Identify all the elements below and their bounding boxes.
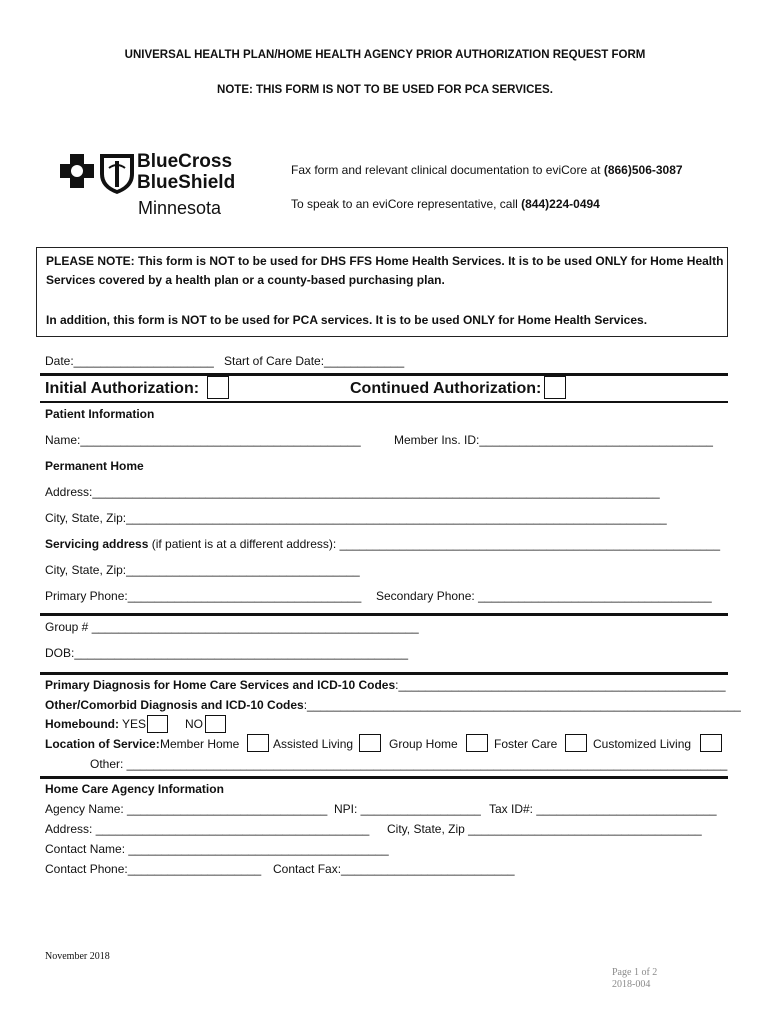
address-field[interactable]: Address:_____________________________________________________________________________________	[45, 485, 660, 499]
phone-number: (844)224-0494	[521, 197, 600, 211]
phone-instruction: To speak to an eviCore representative, call (844)224-0494	[291, 197, 600, 211]
homebound-no-checkbox[interactable]	[205, 715, 226, 733]
logo-minnesota-text: Minnesota	[138, 198, 222, 218]
initial-authorization-checkbox[interactable]	[207, 376, 229, 399]
divider	[40, 373, 728, 376]
npi-field[interactable]: NPI: __________________	[334, 802, 481, 816]
continued-authorization-checkbox[interactable]	[544, 376, 566, 399]
divider	[40, 401, 728, 403]
contact-fax-field[interactable]: Contact Fax:__________________________	[273, 862, 515, 876]
agency-city-field[interactable]: City, State, Zip ___________________________________	[387, 822, 702, 836]
divider	[40, 672, 728, 675]
notice-line-1: PLEASE NOTE: This form is NOT to be used for DHS FFS Home Health Services. It is to be used ONLY for Home Health	[46, 254, 724, 268]
notice-line-2: Services covered by a health plan or a county-based purchasing plan.	[46, 273, 445, 287]
form-title: UNIVERSAL HEALTH PLAN/HOME HEALTH AGENCY PRIOR AUTHORIZATION REQUEST FORM	[124, 49, 646, 61]
servicing-address-field[interactable]: Servicing address (if patient is at a different address): _________________________________________________________	[45, 537, 721, 551]
page-number: Page 1 of 2	[612, 967, 658, 978]
primary-diagnosis-field[interactable]: Primary Diagnosis for Home Care Services and ICD-10 Codes:_________________________________________________	[45, 678, 726, 692]
initial-authorization-label: Initial Authorization:	[45, 380, 200, 397]
other-diagnosis-field[interactable]: Other/Comorbid Diagnosis and ICD-10 Codes:_________________________________________________________________	[45, 698, 741, 712]
servicing-city-field[interactable]: City, State, Zip:___________________________________	[45, 563, 360, 577]
cross-shield-logo-icon	[60, 150, 100, 196]
divider	[40, 776, 728, 779]
location-customized-living-checkbox[interactable]	[700, 734, 722, 752]
homebound-yes-label: YES	[122, 717, 147, 731]
divider	[40, 613, 728, 616]
permanent-home-heading: Permanent Home	[45, 459, 144, 473]
agency-address-field[interactable]: Address: _________________________________________	[45, 822, 370, 836]
notice-box	[36, 247, 728, 337]
contact-phone-field[interactable]: Contact Phone:____________________	[45, 862, 262, 876]
location-member-home-label: Member Home	[160, 737, 240, 751]
logo-bluecross-text: BlueCross	[137, 151, 233, 172]
location-other-field[interactable]: Other: __________________________________________________________________________________________	[90, 757, 728, 771]
contact-name-field[interactable]: Contact Name: _______________________________________	[45, 842, 389, 856]
primary-phone-field[interactable]: Primary Phone:___________________________________	[45, 589, 362, 603]
fax-instruction: Fax form and relevant clinical documentation to eviCore at (866)506-3087	[291, 163, 683, 177]
notice-line-3: In addition, this form is NOT to be used for PCA services. It is to be used ONLY for Home Health Services.	[46, 313, 648, 327]
location-assisted-living-label: Assisted Living	[273, 737, 354, 751]
location-assisted-living-checkbox[interactable]	[359, 734, 381, 752]
location-of-service-label: Location of Service:	[45, 737, 160, 751]
start-of-care-field[interactable]: Start of Care Date:____________	[224, 354, 405, 368]
homebound-label: Homebound:	[45, 717, 119, 731]
homebound-no-label: NO	[185, 717, 203, 731]
tax-id-field[interactable]: Tax ID#: ___________________________	[489, 802, 717, 816]
logo-blueshield-text: BlueShield	[137, 172, 236, 193]
secondary-phone-field[interactable]: Secondary Phone: ___________________________________	[376, 589, 712, 603]
group-number-field[interactable]: Group # _________________________________________________	[45, 620, 419, 634]
dob-field[interactable]: DOB:__________________________________________________	[45, 646, 409, 660]
footer-date: November 2018	[45, 951, 110, 962]
location-foster-care-checkbox[interactable]	[565, 734, 587, 752]
form-note: NOTE: THIS FORM IS NOT TO BE USED FOR PCA SERVICES.	[217, 84, 553, 96]
date-field[interactable]: Date:_____________________	[45, 354, 214, 368]
fax-number: (866)506-3087	[603, 163, 683, 177]
location-customized-living-label: Customized Living	[593, 737, 692, 751]
member-id-field[interactable]: Member Ins. ID:___________________________________	[394, 433, 713, 447]
location-member-home-checkbox[interactable]	[247, 734, 269, 752]
patient-name-field[interactable]: Name:__________________________________________	[45, 433, 361, 447]
agency-name-field[interactable]: Agency Name: ______________________________	[45, 802, 328, 816]
location-group-home-label: Group Home	[389, 737, 458, 751]
form-code: 2018-004	[612, 979, 651, 990]
agency-information-heading: Home Care Agency Information	[45, 782, 224, 796]
homebound-yes-checkbox[interactable]	[147, 715, 168, 733]
continued-authorization-label: Continued Authorization:	[350, 380, 542, 397]
location-group-home-checkbox[interactable]	[466, 734, 488, 752]
patient-information-heading: Patient Information	[45, 407, 155, 421]
location-foster-care-label: Foster Care	[494, 737, 558, 751]
city-state-zip-field[interactable]: City, State, Zip:_________________________________________________________________________________	[45, 511, 667, 525]
